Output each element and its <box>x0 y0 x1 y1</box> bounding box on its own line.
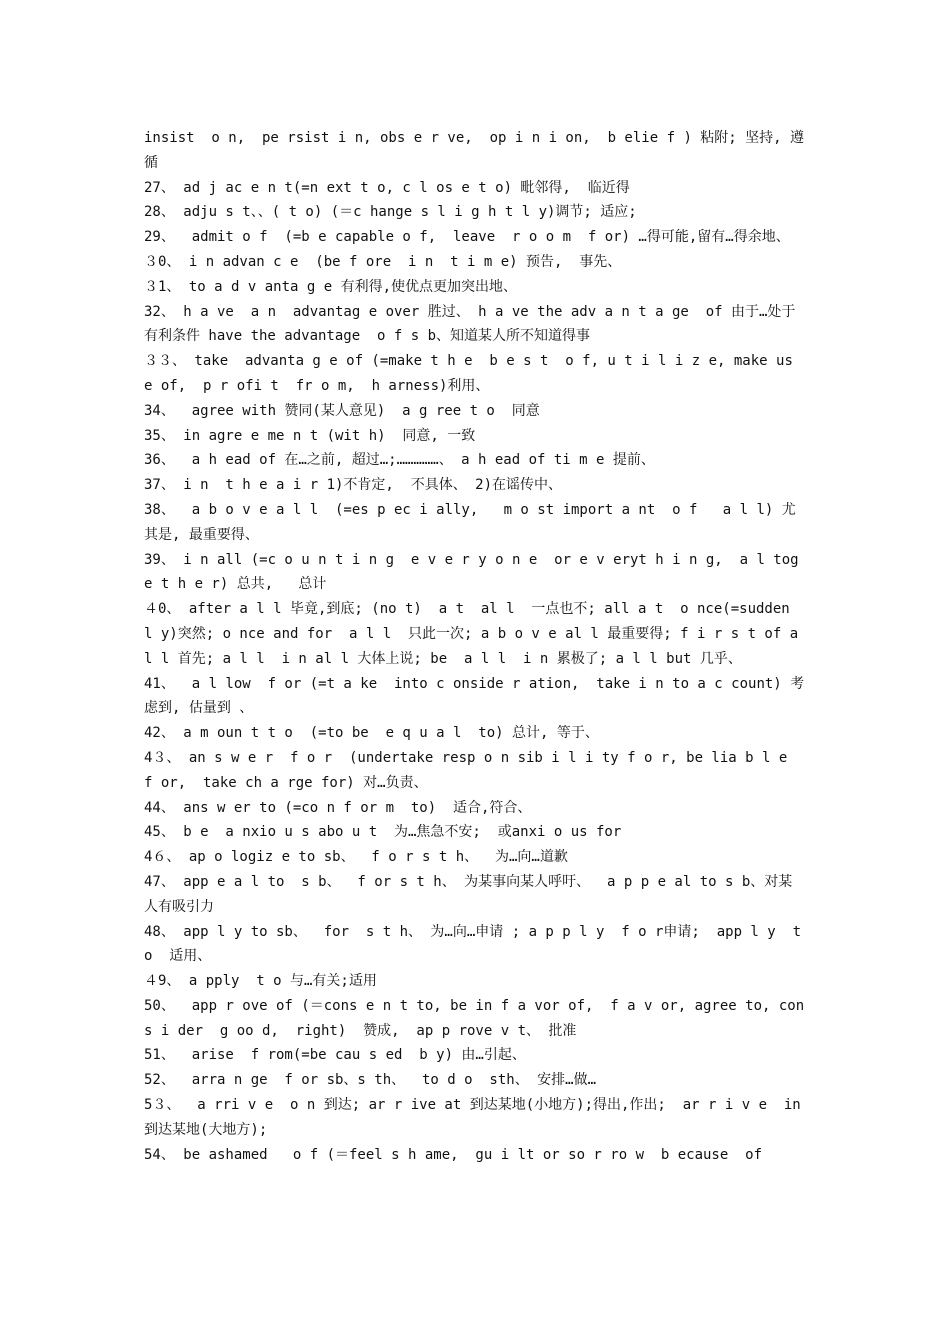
entry-28: 28、 adju s t、、( t o) (＝c hange s l i g h t l y)调节; 适应; <box>144 204 637 221</box>
entry-34: 34、 agree with 赞同(某人意见) a g ree t o 同意 <box>144 402 540 419</box>
entry-54: 54、 be ashamed o f (＝feel s h ame, gu i lt or so r ro w b ecause of <box>144 1146 763 1163</box>
entry-32: 32、 h a ve a n advantag e over 胜过、 h a ve the adv a n t a ge of 由于…处于有利条件 have the advantage o f s b、知道某人所不知道得事 <box>144 303 796 345</box>
entry-30: ３0、 i n advan c e (be f ore i n t i m e) 预告, 事先、 <box>144 253 622 270</box>
entry-53: 5３、 a rri v e o n 到达; ar r ive at 到达某地(小地方);得出,作出; ar r i v e in 到达某地(大地方); <box>144 1097 810 1138</box>
entry-52: 52、 arra n ge f or sb、s th、 to d o sth、 安排…做… <box>144 1072 597 1089</box>
entry-47: 47、 app e a l to s b、 f or s t h、 为某事向某人呼吁、 a p p e al to s b、对某人有吸引力 <box>144 873 793 915</box>
entry-51: 51、 arise f rom(=be cau s ed b y) 由…引起、 <box>144 1047 526 1064</box>
entry-continuation: insist o n, pe rsist i n, obs e r ve, op i n i on, b elie f ) 粘附; 坚持, 遵循 <box>144 130 805 171</box>
entry-50: 50、 app r ove of (＝cons e n t to, be in f a vor of, f a v or, agree to, cons i der g oo d, right) 赞成, ap p rove v t、 批准 <box>144 997 805 1039</box>
entry-36: 36、 a h ead of 在…之前, 超过…;……………、 a h ead of ti m e 提前、 <box>144 452 655 469</box>
entry-38: 38、 a b o v e a l l (=es p ec i ally, m o st import a nt o f a l l) 尤其是, 最重要得、 <box>144 501 796 543</box>
entry-43: 4３、 an s w e r f o r (undertake resp o n sib i l i ty f o r, be lia b l e f or, take ch a rge for) 对…负责、 <box>144 749 805 791</box>
entry-45: 45、 b e a nxio u s abo u t 为…焦急不安; 或anxi o us for <box>144 824 622 841</box>
entry-46: 4６、 ap o logiz e to sb、 f o r s t h、 为…向…道歉 <box>144 849 568 866</box>
entry-49: ４9、 a pply t o 与…有关;适用 <box>144 973 377 990</box>
document-page <box>144 126 810 1167</box>
entry-27: 27、 ad j ac e n t(=n ext t o, c l os e t o) 毗邻得, 临近得 <box>144 179 630 196</box>
entry-40: ４0、 after a l l 毕竟,到底; (no t) a t al l 一点也不; all a t o nce(=sudden l y)突然; o nce and for a l l 只此一次; a b o v e al l 最重要得; f i r s t of a l l 首先; a l l i n al l 大体上说; be a l l i n 累极了; a l l but 几乎、 <box>144 601 807 667</box>
entry-39: 39、 i n all (=c o u n t i n g e v e r y o n e or e v eryt h i n g, a l toge t h e r) 总共, 总计 <box>144 551 799 593</box>
entry-33: ３３、 take advanta g e of (=make t h e b e s t o f, u t i l i z e, make us e of, p r ofi t fr o m, h arness)利用、 <box>144 353 802 394</box>
entry-29: 29、 admit o f (=b e capable o f, leave r o o m f or) …得可能,留有…得余地、 <box>144 229 790 246</box>
entry-41: 41、 a l low f or (=t a ke into c onside r ation, take i n to a c count) 考虑到, 估量到 、 <box>144 675 805 717</box>
entry-48: 48、 app l y to sb、 for s t h、 为…向…申请 ; a p p l y f o r申请; app l y to 适用、 <box>144 923 802 965</box>
entry-35: 35、 in agre e me n t (wit h) 同意, 一致 <box>144 427 476 444</box>
entry-42: 42、 a m oun t t o (=to be e q u a l to) 总计, 等于、 <box>144 725 599 742</box>
entry-44: 44、 ans w er to (=co n f or m to) 适合,符合、 <box>144 799 532 816</box>
entry-37: 37、 i n t h e a i r 1)不肯定, 不具体、 2)在谣传中、 <box>144 477 563 494</box>
entry-31: ３1、 to a d v anta g e 有利得,使优点更加突出地、 <box>144 278 518 295</box>
